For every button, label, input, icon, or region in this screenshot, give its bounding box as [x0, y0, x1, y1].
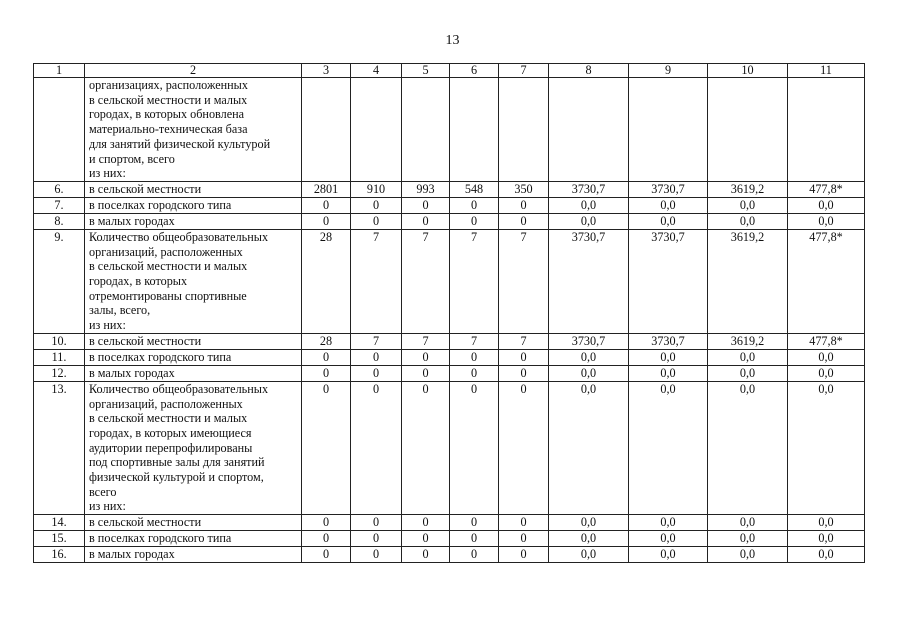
header-cell: 5 [402, 64, 450, 78]
row-number: 7. [34, 197, 85, 213]
header-cell: 1 [34, 64, 85, 78]
row-number: 8. [34, 213, 85, 229]
value-cell-col-10: 3619,2 [708, 229, 788, 333]
value-cell-col-10: 0,0 [708, 547, 788, 563]
value-cell-col-5: 0 [402, 531, 450, 547]
value-cell-col-8: 3730,7 [549, 333, 629, 349]
value-cell-col-5: 0 [402, 515, 450, 531]
value-cell-col-9: 0,0 [629, 213, 708, 229]
value-cell-col-3: 0 [302, 547, 351, 563]
value-cell-col-8: 0,0 [549, 381, 629, 514]
value-cell-col-3: 0 [302, 197, 351, 213]
value-cell-col-4 [351, 78, 402, 182]
value-cell-col-4: 0 [351, 531, 402, 547]
header-cell: 11 [788, 64, 865, 78]
value-cell-col-5: 0 [402, 547, 450, 563]
table-row [34, 531, 865, 547]
value-cell-col-6: 7 [450, 229, 499, 333]
header-cell: 3 [302, 64, 351, 78]
row-indicator-name: в сельской местности [85, 515, 302, 531]
row-number: 9. [34, 229, 85, 333]
value-cell-col-3: 0 [302, 349, 351, 365]
value-cell-col-10: 0,0 [708, 197, 788, 213]
row-indicator-name: Количество общеобразовательных организаций, расположенных в сельской местности и малых городах, в которых имеющиеся аудитории перепрофилированы под спортивные залы для занятий физической культурой и спортом, всего из них: [85, 381, 302, 514]
value-cell-col-4: 0 [351, 365, 402, 381]
table-row [34, 381, 865, 514]
header-cell: 9 [629, 64, 708, 78]
value-cell-col-8: 0,0 [549, 547, 629, 563]
value-cell-col-7: 7 [499, 229, 549, 333]
value-cell-col-6: 0 [450, 213, 499, 229]
value-cell-col-4: 910 [351, 181, 402, 197]
data-table [33, 63, 865, 563]
value-cell-col-9: 3730,7 [629, 229, 708, 333]
value-cell-col-7: 0 [499, 515, 549, 531]
value-cell-col-6: 7 [450, 333, 499, 349]
value-cell-col-11: 477,8* [788, 333, 865, 349]
table-row [34, 181, 865, 197]
value-cell-col-3: 0 [302, 531, 351, 547]
value-cell-col-3: 2801 [302, 181, 351, 197]
value-cell-col-11: 0,0 [788, 381, 865, 514]
value-cell-col-10: 3619,2 [708, 333, 788, 349]
value-cell-col-7: 0 [499, 547, 549, 563]
value-cell-col-9 [629, 78, 708, 182]
value-cell-col-5: 0 [402, 365, 450, 381]
value-cell-col-5: 7 [402, 333, 450, 349]
value-cell-col-3 [302, 78, 351, 182]
header-cell: 8 [549, 64, 629, 78]
value-cell-col-8: 3730,7 [549, 181, 629, 197]
value-cell-col-9: 0,0 [629, 365, 708, 381]
value-cell-col-8: 0,0 [549, 365, 629, 381]
row-number: 16. [34, 547, 85, 563]
value-cell-col-9: 0,0 [629, 197, 708, 213]
row-number: 11. [34, 349, 85, 365]
table-row [34, 78, 865, 182]
value-cell-col-4: 0 [351, 547, 402, 563]
value-cell-col-4: 0 [351, 515, 402, 531]
value-cell-col-7: 0 [499, 381, 549, 514]
header-cell: 10 [708, 64, 788, 78]
value-cell-col-9: 0,0 [629, 531, 708, 547]
value-cell-col-9: 0,0 [629, 515, 708, 531]
value-cell-col-4: 0 [351, 381, 402, 514]
value-cell-col-11 [788, 78, 865, 182]
row-indicator-name: в поселках городского типа [85, 349, 302, 365]
value-cell-col-6: 0 [450, 349, 499, 365]
table-row [34, 349, 865, 365]
value-cell-col-10: 0,0 [708, 349, 788, 365]
value-cell-col-8: 0,0 [549, 515, 629, 531]
value-cell-col-8: 0,0 [549, 213, 629, 229]
value-cell-col-11: 477,8* [788, 229, 865, 333]
value-cell-col-5: 0 [402, 349, 450, 365]
value-cell-col-7: 0 [499, 213, 549, 229]
table-body [34, 64, 865, 563]
value-cell-col-4: 7 [351, 333, 402, 349]
value-cell-col-11: 0,0 [788, 531, 865, 547]
table-row [34, 515, 865, 531]
header-cell: 2 [85, 64, 302, 78]
value-cell-col-6: 548 [450, 181, 499, 197]
row-indicator-name: в малых городах [85, 365, 302, 381]
page-number: 13 [445, 33, 460, 48]
value-cell-col-8: 0,0 [549, 197, 629, 213]
value-cell-col-11: 0,0 [788, 547, 865, 563]
value-cell-col-7: 350 [499, 181, 549, 197]
row-number: 12. [34, 365, 85, 381]
table-row [34, 365, 865, 381]
header-row [34, 64, 865, 78]
value-cell-col-4: 0 [351, 213, 402, 229]
row-indicator-name: Количество общеобразовательных организаций, расположенных в сельской местности и малых городах, в которых отремонтированы спортивные залы, всего, из них: [85, 229, 302, 333]
value-cell-col-10: 3619,2 [708, 181, 788, 197]
value-cell-col-7: 7 [499, 333, 549, 349]
value-cell-col-8: 0,0 [549, 531, 629, 547]
value-cell-col-9: 3730,7 [629, 333, 708, 349]
row-indicator-name: организациях, расположенных в сельской местности и малых городах, в которых обновлена материально-техническая база для занятий физической культурой и спортом, всего из них: [85, 78, 302, 182]
value-cell-col-11: 477,8* [788, 181, 865, 197]
value-cell-col-6: 0 [450, 515, 499, 531]
value-cell-col-7: 0 [499, 531, 549, 547]
value-cell-col-9: 3730,7 [629, 181, 708, 197]
value-cell-col-11: 0,0 [788, 213, 865, 229]
value-cell-col-3: 28 [302, 333, 351, 349]
value-cell-col-8: 0,0 [549, 349, 629, 365]
row-indicator-name: в сельской местности [85, 333, 302, 349]
value-cell-col-5: 993 [402, 181, 450, 197]
row-indicator-name: в поселках городского типа [85, 197, 302, 213]
value-cell-col-4: 7 [351, 229, 402, 333]
value-cell-col-4: 0 [351, 197, 402, 213]
value-cell-col-6: 0 [450, 381, 499, 514]
row-indicator-name: в малых городах [85, 547, 302, 563]
value-cell-col-9: 0,0 [629, 381, 708, 514]
value-cell-col-5: 7 [402, 229, 450, 333]
row-number: 15. [34, 531, 85, 547]
row-number: 10. [34, 333, 85, 349]
table-row [34, 213, 865, 229]
value-cell-col-10: 0,0 [708, 531, 788, 547]
value-cell-col-5 [402, 78, 450, 182]
table-row [34, 197, 865, 213]
row-indicator-name: в сельской местности [85, 181, 302, 197]
table-row [34, 333, 865, 349]
value-cell-col-6: 0 [450, 531, 499, 547]
value-cell-col-3: 0 [302, 365, 351, 381]
value-cell-col-10: 0,0 [708, 365, 788, 381]
value-cell-col-9: 0,0 [629, 349, 708, 365]
header-cell: 4 [351, 64, 402, 78]
value-cell-col-3: 28 [302, 229, 351, 333]
value-cell-col-4: 0 [351, 349, 402, 365]
value-cell-col-3: 0 [302, 515, 351, 531]
value-cell-col-10: 0,0 [708, 213, 788, 229]
value-cell-col-7: 0 [499, 349, 549, 365]
header-cell: 7 [499, 64, 549, 78]
row-number: 6. [34, 181, 85, 197]
value-cell-col-5: 0 [402, 197, 450, 213]
value-cell-col-6 [450, 78, 499, 182]
value-cell-col-11: 0,0 [788, 515, 865, 531]
row-number: 14. [34, 515, 85, 531]
row-number [34, 78, 85, 182]
value-cell-col-10: 0,0 [708, 515, 788, 531]
value-cell-col-7 [499, 78, 549, 182]
value-cell-col-6: 0 [450, 547, 499, 563]
value-cell-col-11: 0,0 [788, 365, 865, 381]
value-cell-col-7: 0 [499, 197, 549, 213]
value-cell-col-7: 0 [499, 365, 549, 381]
value-cell-col-8: 3730,7 [549, 229, 629, 333]
value-cell-col-3: 0 [302, 381, 351, 514]
table-row [34, 229, 865, 333]
value-cell-col-5: 0 [402, 381, 450, 514]
table-row [34, 547, 865, 563]
row-indicator-name: в малых городах [85, 213, 302, 229]
value-cell-col-8 [549, 78, 629, 182]
header-cell: 6 [450, 64, 499, 78]
value-cell-col-10 [708, 78, 788, 182]
value-cell-col-5: 0 [402, 213, 450, 229]
value-cell-col-10: 0,0 [708, 381, 788, 514]
row-indicator-name: в поселках городского типа [85, 531, 302, 547]
value-cell-col-11: 0,0 [788, 197, 865, 213]
row-number: 13. [34, 381, 85, 514]
value-cell-col-11: 0,0 [788, 349, 865, 365]
value-cell-col-3: 0 [302, 213, 351, 229]
value-cell-col-9: 0,0 [629, 547, 708, 563]
value-cell-col-6: 0 [450, 197, 499, 213]
value-cell-col-6: 0 [450, 365, 499, 381]
